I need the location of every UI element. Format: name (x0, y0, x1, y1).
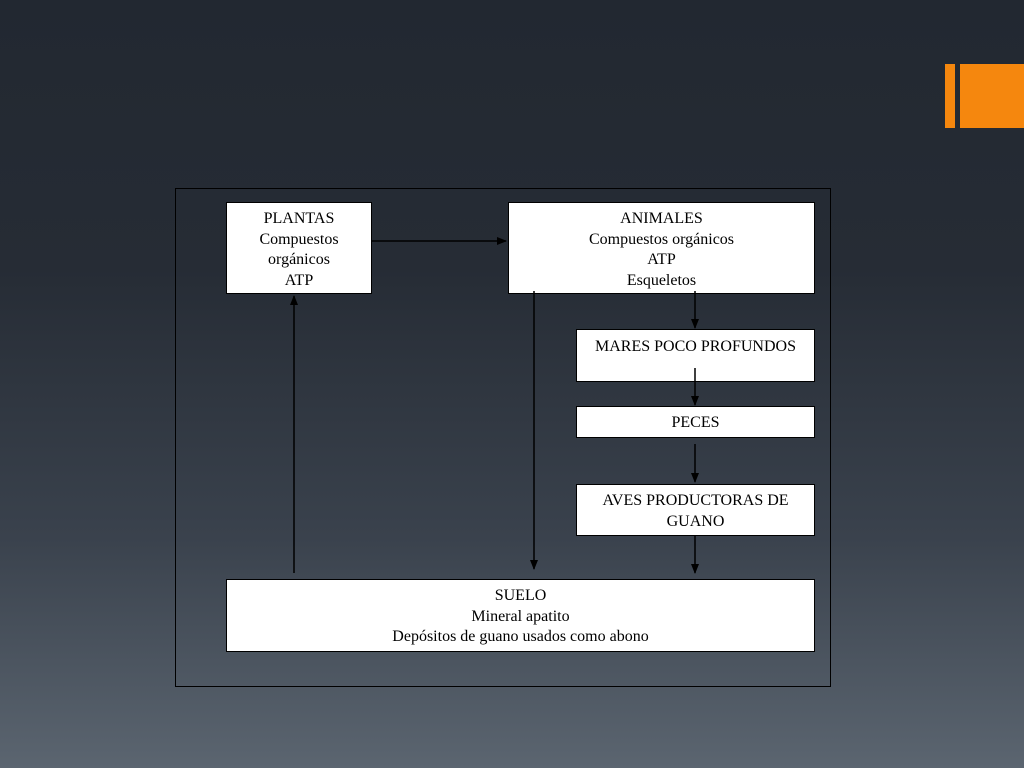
node-peces (576, 406, 815, 438)
node-mares (576, 329, 815, 382)
accent-bar-thin (945, 64, 955, 128)
node-mares-line-1: MARES POCO PROFUNDOS (595, 338, 796, 355)
node-animales-line-1: ANIMALES (620, 210, 703, 227)
node-suelo-line-3: Depósitos de guano usados como abono (392, 628, 649, 645)
node-animales-line-3: ATP (647, 251, 676, 268)
node-aves-line-1: AVES PRODUCTORAS DE (602, 492, 789, 509)
node-aves-line-2: GUANO (666, 512, 725, 530)
node-animales-line-4: Esqueletos (626, 271, 697, 289)
node-suelo-line-2: Mineral apatito (471, 607, 570, 625)
node-plantas-line-1: PLANTAS (263, 210, 335, 227)
node-animales-line-2: Compuestos orgánicos (588, 230, 735, 248)
node-aves (576, 484, 815, 536)
node-plantas (226, 202, 372, 294)
node-suelo (226, 579, 815, 652)
accent-bar-thick (960, 64, 1024, 128)
node-animales (508, 202, 815, 294)
node-plantas-line-3: orgánicos (268, 251, 330, 268)
node-plantas-line-4: ATP (284, 271, 314, 289)
node-plantas-line-2: Compuestos (259, 230, 339, 248)
node-suelo-line-1: SUELO (494, 587, 547, 604)
node-peces-line-1: PECES (671, 414, 720, 431)
